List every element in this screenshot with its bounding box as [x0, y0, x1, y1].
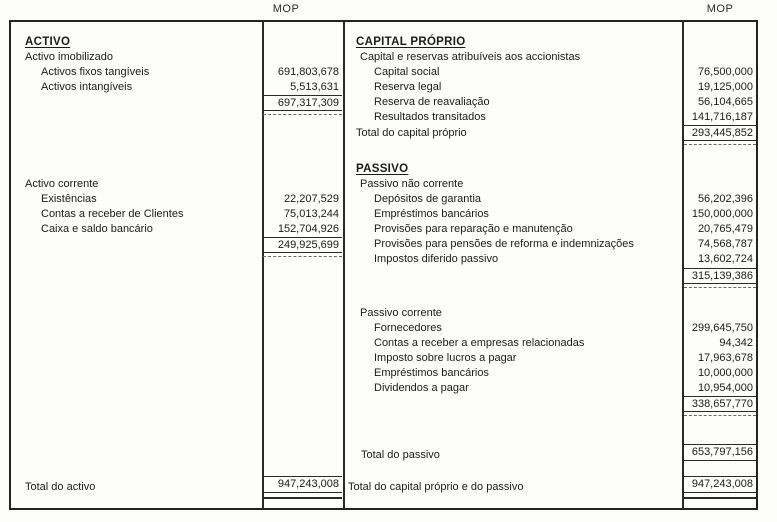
value-caixa-saldo-bancario: 152,704,926 [277, 223, 339, 235]
grand-total-value: 947,243,008 [684, 476, 756, 493]
activo-title: ACTIVO [25, 36, 71, 48]
label-provisoes-pensoes: Provisões para pensões de reforma e indemnizações [374, 238, 634, 250]
currency-label-left: MOP [272, 3, 300, 15]
grand-total-label: Total do capital próprio e do passivo [348, 481, 524, 493]
label-impostos-diferido-passivo: Impostos diferido passivo [374, 253, 499, 265]
value-provisoes-pensoes: 74,568,787 [697, 238, 753, 250]
activo-corrente-label: Activo corrente [25, 178, 99, 190]
subtotal-dashed-rule [684, 287, 756, 288]
passivo-title: PASSIVO [356, 163, 409, 175]
label-emprestimos-bancarios-nc: Empréstimos bancários [374, 208, 489, 220]
capital-proprio-title: CAPITAL PRÓPRIO [356, 36, 466, 48]
activo-imobilizado-label: Activo imobilizado [25, 51, 114, 63]
label-reserva-legal: Reserva legal [374, 81, 442, 93]
label-reserva-reavaliacao: Reserva de reavaliação [374, 96, 490, 108]
label-activos-intangiveis: Activos intangíveis [41, 81, 133, 93]
value-depositos-garantia: 56,202,396 [697, 193, 753, 205]
subtotal-activo-corrente: 249,925,699 [263, 237, 342, 253]
value-contas-receber-clientes: 75,013,244 [283, 208, 339, 220]
label-depositos-garantia: Depósitos de garantia [374, 193, 482, 205]
value-dividendos-pagar: 10,954,000 [697, 382, 753, 394]
subtotal-passivo-corrente: 338,657,770 [684, 396, 756, 412]
value-emprestimos-bancarios-nc: 150,000,000 [691, 208, 753, 220]
label-caixa-saldo-bancario: Caixa e saldo bancário [41, 223, 153, 235]
label-existencias: Existências [41, 193, 97, 205]
label-resultados-transitados: Resultados transitados [374, 111, 486, 123]
subtotal-dashed-rule [684, 144, 756, 145]
value-impostos-diferido-passivo: 13,602,724 [697, 253, 753, 265]
value-capital-social: 76,500,000 [697, 66, 753, 78]
value-imposto-lucros-pagar: 17,963,678 [697, 352, 753, 364]
value-contas-empresas-relacionadas: 94,342 [719, 337, 753, 349]
subtotal-activo-imobilizado: 697,317,309 [263, 95, 342, 111]
label-dividendos-pagar: Dividendos a pagar [374, 382, 469, 394]
double-rule [263, 497, 342, 499]
label-activos-fixos-tangiveis: Activos fixos tangíveis [41, 66, 150, 78]
passivo-nao-corrente-label: Passivo não corrente [360, 178, 464, 190]
label-provisoes-reparacao: Provisões para reparação e manutenção [374, 223, 573, 235]
total-activo-value: 947,243,008 [263, 476, 342, 493]
label-imposto-lucros-pagar: Imposto sobre lucros a pagar [374, 352, 517, 364]
total-passivo-value: 653,797,156 [684, 444, 756, 461]
label-capital-social: Capital social [374, 66, 440, 78]
value-resultados-transitados: 141,716,187 [691, 111, 753, 123]
label-fornecedores: Fornecedores [374, 322, 442, 334]
passivo-corrente-label: Passivo corrente [360, 307, 442, 319]
subtotal-passivo-nao-corrente: 315,139,386 [684, 268, 756, 284]
subtotal-dashed-rule [263, 114, 342, 115]
value-fornecedores: 299,645,750 [691, 322, 753, 334]
value-emprestimos-bancarios-c: 10,000,000 [697, 367, 753, 379]
value-reserva-legal: 19,125,000 [697, 81, 753, 93]
subtotal-dashed-rule [684, 415, 756, 416]
label-emprestimos-bancarios-c: Empréstimos bancários [374, 367, 489, 379]
total-passivo-label: Total do passivo [361, 449, 440, 461]
total-capital-proprio-value: 293,445,852 [684, 125, 756, 141]
currency-label-right: MOP [706, 3, 734, 15]
value-activos-fixos-tangiveis: 691,803,678 [277, 66, 339, 78]
double-rule [684, 497, 756, 499]
value-reserva-reavaliacao: 56,104,665 [697, 96, 753, 108]
value-activos-intangiveis: 5,513,631 [290, 81, 339, 93]
column-divider-center [343, 21, 345, 509]
total-activo-label: Total do activo [25, 481, 96, 493]
value-provisoes-reparacao: 20,765,479 [697, 223, 753, 235]
value-existencias: 22,207,529 [283, 193, 339, 205]
subtotal-dashed-rule [263, 256, 342, 257]
label-contas-receber-clientes: Contas a receber de Clientes [41, 208, 184, 220]
capital-reservas-subtitle: Capital e reservas atribuíveis aos accionistas [360, 51, 581, 63]
total-capital-proprio-label: Total do capital próprio [356, 127, 467, 139]
label-contas-empresas-relacionadas: Contas a receber a empresas relacionadas [374, 337, 585, 349]
